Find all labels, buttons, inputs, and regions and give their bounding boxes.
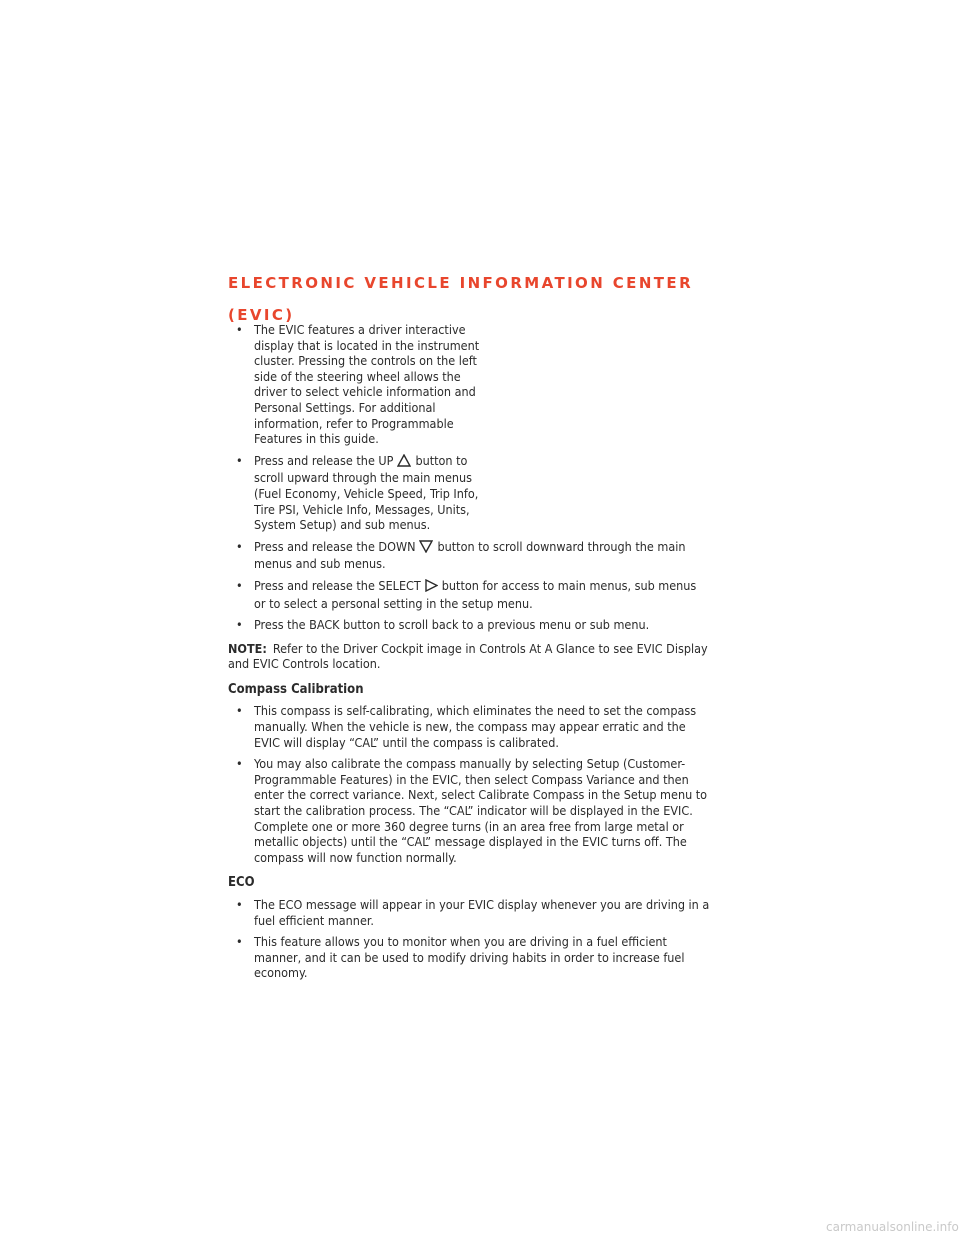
section-heading	[228, 272, 693, 326]
watermark-text: carmanualsonline.info	[826, 1220, 959, 1234]
list-item: • Press and release the SELECT button for access to main menus, sub menus or to select a personal setting in the setup menu.	[228, 578, 710, 611]
list-item: • Press and release the UP button to scroll upward through the main menus (Fuel Economy, Vehicle Speed, Trip Info, Tire PSI, Vehicle Info, Messages, Units, System Setup) and sub menus.	[228, 453, 490, 533]
list-item: • This compass is self-calibrating, which eliminates the need to set the compass manually. When the vehicle is new, the compass may appear erratic and the EVIC will display “CAL” until the compass is calibrated.	[228, 703, 710, 750]
list-item: • This feature allows you to monitor when you are driving in a fuel efficient manner, and it can be used to modify driving habits in order to increase fuel economy.	[228, 934, 710, 981]
note-label: NOTE:	[228, 640, 267, 656]
right-triangle-icon	[425, 579, 438, 596]
evic-bullet-list	[228, 322, 710, 633]
note-text: Refer to the Driver Cockpit image in Controls At A Glance to see EVIC Display and EVIC Controls location.	[228, 640, 708, 672]
compass-calibration-title: Compass Calibration	[228, 681, 364, 697]
list-item: • The ECO message will appear in your EVIC display whenever you are driving in a fuel efficient manner.	[228, 897, 710, 928]
compass-bullet-list	[228, 703, 710, 865]
list-item: • Press the BACK button to scroll back to a previous menu or sub menu.	[228, 617, 710, 633]
down-triangle-icon	[419, 540, 433, 557]
eco-bullet-list	[228, 897, 710, 981]
note-paragraph	[228, 641, 710, 672]
list-item: • You may also calibrate the compass manually by selecting Setup (Customer-Programmable Features) in the EVIC, then select Compass Variance and then enter the correct variance. Next, select Calibrate Compass in the Setup menu to start the calibration process. The “CAL” indicator will be displayed in the EVIC. Complete one or more 360 degree turns (in an area free from large metal or metallic objects) until the “CAL” message displayed in the EVIC turns off. The compass will now function normally.	[228, 756, 710, 865]
eco-title: ECO	[228, 875, 255, 891]
content-body	[228, 322, 710, 987]
section-heading-line1: ELECTRONIC VEHICLE INFORMATION CENTER	[228, 274, 694, 292]
list-item: • The EVIC features a driver interactive display that is located in the instrument cluster. Pressing the controls on the left side of the steering wheel allows the driver to select vehicle information and Personal Settings. For additional information, refer to Programmable Features in this guide.	[228, 322, 490, 447]
section-heading-line2: (EVIC)	[228, 306, 295, 324]
list-item: • Press and release the DOWN button to scroll downward through the main menus and sub menus.	[228, 539, 710, 572]
up-triangle-icon	[397, 454, 411, 471]
